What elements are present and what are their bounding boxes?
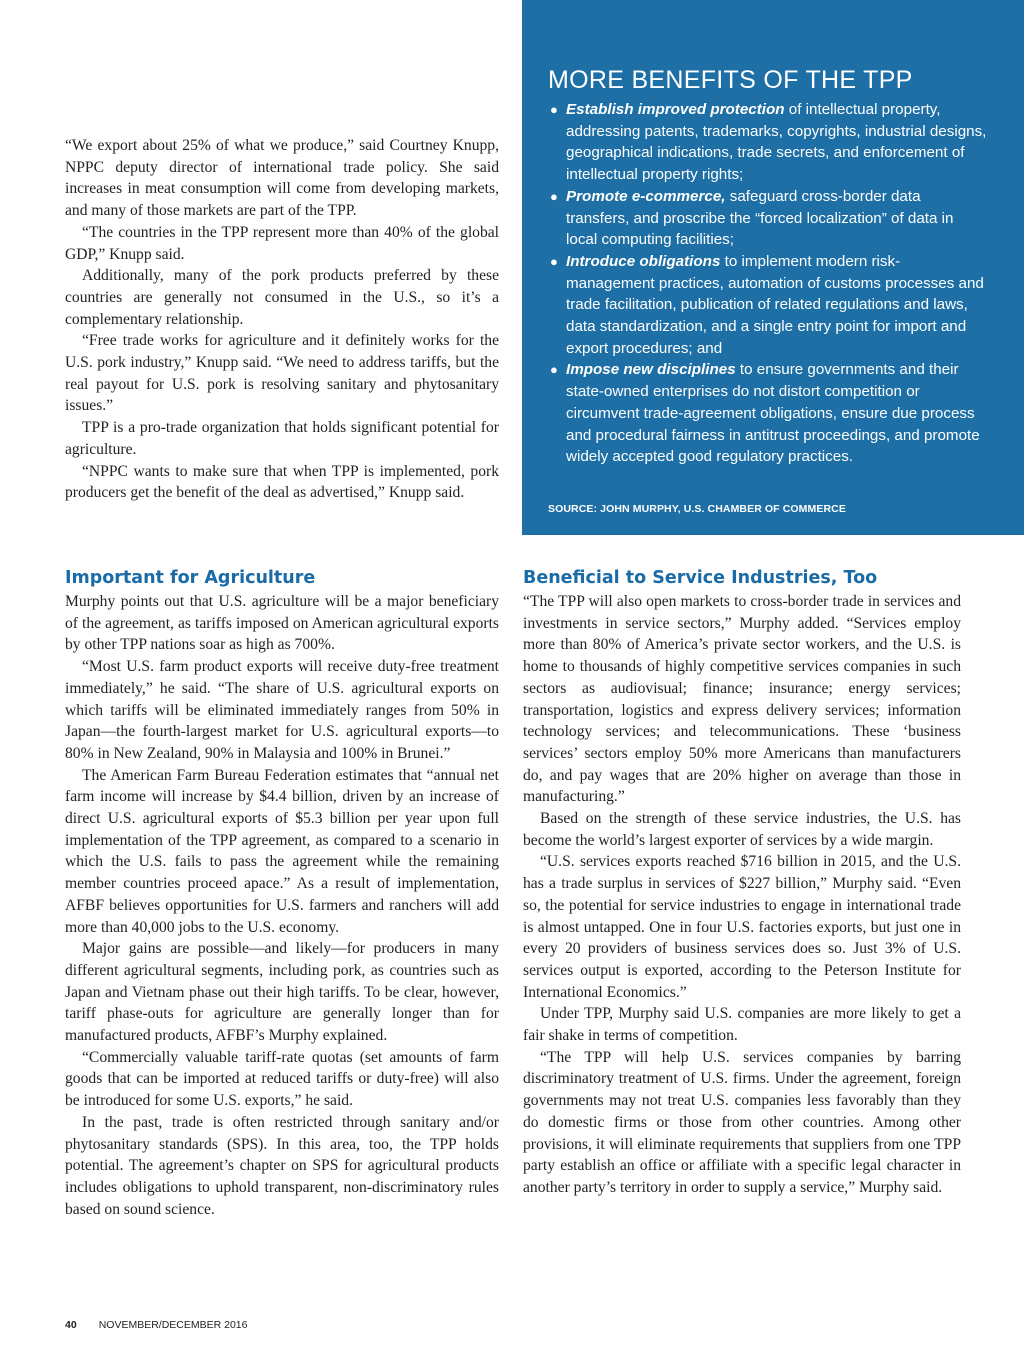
intro-column — [65, 135, 499, 504]
sidebar-source: SOURCE: JOHN MURPHY, U.S. CHAMBER OF COMMERCE — [548, 503, 846, 515]
body-paragraph: “The TPP will help U.S. services companies by barring discriminatory treatment of U.S. firms. Under the agreement, foreign governments may not treat U.S. companies less favorably than they do domestic firms or those from other countries. Among other provisions, it will eliminate requirements that suppliers from one TPP party establish an office or affiliate with a specific legal character in another party’s territory in order to supply a service,” Murphy said. — [523, 1048, 961, 1196]
body-paragraph: “The countries in the TPP represent more than 40% of the global GDP,” Knupp said. — [65, 223, 499, 263]
body-paragraph: Additionally, many of the pork products preferred by these countries are generally not consumed in the U.S., so it’s a complementary relationship. — [65, 267, 499, 328]
benefit-item — [548, 359, 988, 468]
body-paragraph: “The TPP will also open markets to cross-border trade in services and investments in service sectors,” Murphy added. “Services employ more than 80% of America’s private sector workers, and the U.S. is home to thousands of highly competitive services companies in such sectors as audiovisual; finance; insurance; energy services; transportation, logistics and express delivery services; information technology services; and telecommunications. These ‘business services’ sectors employ 50% more Americans than manufacturers do, and pay wages that are 20% higher on average than those in manufacturing.” — [523, 593, 961, 806]
benefit-item — [548, 251, 988, 360]
bullet-icon: ● — [550, 253, 558, 269]
body-paragraph: In the past, trade is often restricted through sanitary and/or phytosanitary standards (SPS). In this area, too, the TPP holds potential. The agreement’s chapter on SPS for agricultural products includes obligations to uphold transparent, non-discriminatory rules based on sound science. — [65, 1113, 499, 1218]
benefit-text: to implement modern risk-management practices, automation of customs processes and trade facilitation, publication of related regulations and laws, data standardization, and a single entry point for import and export procedures; and — [566, 252, 984, 357]
body-paragraph: “We export about 25% of what we produce,” said Courtney Knupp, NPPC deputy director of international trade policy. She said increases in meat consumption will come from developing markets, and many of those markets are part of the TPP. — [65, 137, 499, 220]
section-heading: Beneficial to Service Industries, Too — [523, 568, 878, 588]
benefit-lead: Introduce obligations — [566, 252, 721, 270]
benefit-item — [548, 186, 988, 251]
section-heading: Important for Agriculture — [65, 568, 316, 588]
body-paragraph: “Free trade works for agriculture and it definitely works for the U.S. pork industry,” Knupp said. “We need to address tariffs, but the real payout for U.S. pork is resolving sanitary and phytosanitary issues.” — [65, 332, 499, 415]
benefit-item — [548, 99, 988, 186]
benefit-lead: Promote e-commerce, — [566, 187, 726, 205]
body-paragraph: Major gains are possible—and likely—for producers in many different agricultural segments, including pork, as countries such as Japan and Vietnam phase out their high tariffs. To be clear, however, tariff phase-outs for agriculture are generally longer than for manufactured products, AFBF’s Murphy explained. — [65, 940, 499, 1045]
body-paragraph: Under TPP, Murphy said U.S. companies are more likely to get a fair shake in terms of competition. — [523, 1005, 961, 1045]
benefit-lead: Establish improved protection — [566, 101, 785, 118]
bullet-icon: ● — [550, 102, 558, 117]
page-number: 40 — [65, 1319, 77, 1331]
agriculture-section — [65, 566, 499, 1220]
sidebar-title: MORE BENEFITS OF THE TPP — [548, 66, 913, 94]
bullet-icon: ● — [550, 188, 558, 204]
body-paragraph: Based on the strength of these service industries, the U.S. has become the world’s largest exporter of services by a wide margin. — [523, 810, 961, 849]
benefit-text: safeguard cross-border data transfers, and proscribe the “forced localization” of data in local computing facilities; — [566, 187, 954, 249]
body-paragraph: Murphy points out that U.S. agriculture will be a major beneficiary of the agreement, as tariffs imposed on American agricultural exports by other TPP nations soar as high as 700%. — [65, 593, 499, 654]
benefits-list — [548, 99, 988, 468]
body-paragraph: The American Farm Bureau Federation estimates that “annual net farm income will increase by $4.4 billion, driven by an increase of direct U.S. agricultural exports of $5.3 billion per year upon full implementation of the TPP agreement, as compared to a scenario in which the U.S. fails to pass the agreement while the remaining member countries proceed apace.” As a result of implementation, AFBF believes opportunities for U.S. farmers and ranchers will add more than 40,000 jobs to the U.S. economy. — [65, 766, 499, 936]
body-paragraph: “NPPC wants to make sure that when TPP is implemented, pork producers get the benefit of the deal as advertised,” Knupp said. — [65, 462, 499, 502]
benefit-text: to ensure governments and their state-owned enterprises do not distort competition or circumvent trade-agreement obligations, ensure due process and procedural fairness in antitrust proceedings, and promote widely accepted good regulatory practices. — [566, 361, 980, 466]
services-section — [523, 566, 961, 1199]
body-paragraph: “Most U.S. farm product exports will receive duty-free treatment immediately,” he said. “The share of U.S. agricultural exports on which tariffs will be eliminated immediately ranges from 50% in Japan—the fourth-largest market for U.S. agricultural exports—to 80% in New Zealand, 90% in Malaysia and 100% in Brunei.” — [65, 658, 499, 762]
bullet-icon: ● — [550, 362, 558, 378]
page-footer — [65, 1319, 247, 1331]
body-paragraph: “Commercially valuable tariff-rate quotas (set amounts of farm goods that can be imported at reduced tariffs or duty-free) will also be introduced for some U.S. exports,” he said. — [65, 1048, 499, 1110]
issue-date: NOVEMBER/DECEMBER 2016 — [98, 1319, 248, 1331]
benefit-lead: Impose new disciplines — [566, 361, 736, 379]
body-paragraph: TPP is a pro-trade organization that holds significant potential for agriculture. — [65, 419, 499, 458]
benefit-text: of intellectual property, addressing patents, trademarks, copyrights, industrial designs, geographical indications, trade secrets, and enforcement of intellectual property rights; — [566, 101, 987, 184]
benefits-sidebar — [522, 0, 1024, 535]
body-paragraph: “U.S. services exports reached $716 billion in 2015, and the U.S. has a trade surplus in services of $227 billion,” Murphy said. “Even so, the potential for service industries to engage in international trade is almost untapped. One in four U.S. factories exports, but just one in every 20 providers of business services does so. Just 3% of U.S. services output is exported, according to the Peterson Institute for International Economics.” — [523, 853, 961, 1001]
